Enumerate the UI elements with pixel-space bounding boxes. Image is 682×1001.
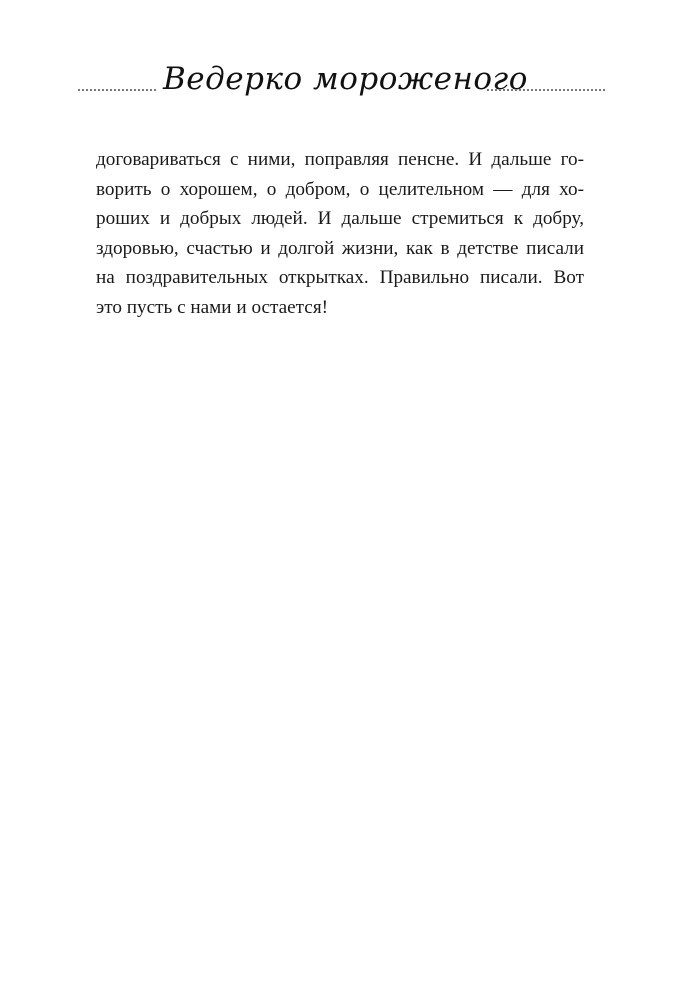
body-paragraph xyxy=(96,145,584,322)
text-line: здоровью, счастью и долгой жизни, как в детстве писали xyxy=(96,237,584,259)
text-line: на поздравительных открытках. Правильно писали. Вот xyxy=(96,267,584,288)
running-head xyxy=(0,55,682,115)
dotted-rule-left xyxy=(78,89,156,91)
running-head-title: Ведерко мороженого xyxy=(163,61,528,97)
text-line: это пусть с нами и остается! xyxy=(96,296,329,318)
text-line: договариваться с ними, поправляя пенсне. И дальше го- xyxy=(96,149,584,170)
dotted-rule-right xyxy=(487,89,605,91)
text-line: ворить о хорошем, о добром, о целительном — для хо- xyxy=(96,178,584,200)
text-line: роших и добрых людей. И дальше стремиться к добру, xyxy=(96,208,584,229)
